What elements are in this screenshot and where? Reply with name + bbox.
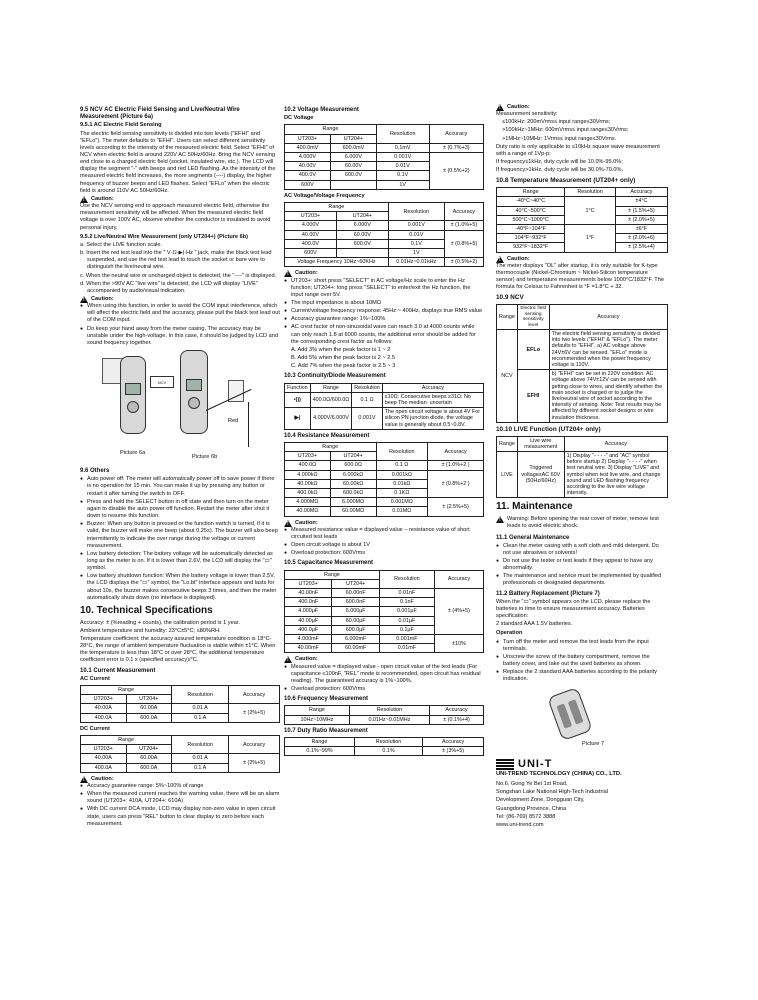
caution-heading: ! Caution: xyxy=(80,196,280,203)
others-bullet: ● Low battery detection: The battery voltage will be automatically detected as long as the meter is on. If it is lower than 2.6V, the LCD will display the "▭" symbol. xyxy=(80,551,280,572)
caution-text: Use the NCV sensing end to approach measured electric field, otherwise the measurement sensitivity will be affected. When the measured electric field voltage is over 100V AC, observe whether the conductor is insulated to avoid personal injury. xyxy=(80,203,271,231)
caution-bullet: ● Overload protection: 600Vrms xyxy=(284,550,484,557)
sensitivity-label: Measurement sensitivity: xyxy=(496,111,558,118)
ncv-indicator: NCV xyxy=(150,376,174,388)
maintenance-warning: ! Warning: Before opening the rear cover of meter, remove test leads to avoid electric shock. xyxy=(496,516,668,531)
section-10-3-title: 10.3 Continuity/Diode Measurement xyxy=(284,373,386,380)
red-lead-label: Red xyxy=(228,418,239,425)
duty-note: Duty ratio is only applicable to ≤10kHz square wave measurement with a range of 1Vp-p: xyxy=(496,143,660,157)
section-11-2-title: 11.2 Battery Replacement (Picture 7) xyxy=(496,590,600,597)
battery-text: When the "▭" symbol appears on the LCD, please replace the batteries in time to ensure measurement accuracy. Batteries specification: xyxy=(496,598,651,620)
battery-spec: 2 standard AAA 1.5V batteries. xyxy=(496,621,573,628)
temperature-caution-text: The meter displays "OL" after startup, it is only suitable for K-type thermocouple (Nickel-Chromium ~ Nickel-Silicon temperature sensor) and temperature measurements below 1000°C/1832°F. The formula for Celsius to Fahrenheit is °F =1.8°C + 32. xyxy=(496,262,664,291)
caution-heading: ! Caution: xyxy=(496,104,668,111)
step-c: c. When the neutral wire or uncharged object is detected, the "----" is displayed. xyxy=(80,272,277,279)
duty-note: If frequency>1kHz, duty cycle will be 30.0%-70.0%. xyxy=(496,167,624,174)
section-10-6-title: 10.6 Frequency Measurement xyxy=(284,696,369,703)
section-10-10-title: 10.10 LIVE Function (UT204+ only) xyxy=(496,425,601,433)
ac-current-table: Range Resolution Accuracy UT203+ UT204+ 40.00A 60.00A 0.01 A ± (2%+5) 400.0A 600.0A 0.1 A xyxy=(80,685,280,723)
brand-logo: UNI-T xyxy=(496,757,668,771)
picture-6b-caption: Picture 6b xyxy=(192,454,218,461)
caution-bullet: ● Accuracy guarantee range: 5%~100% of range xyxy=(80,783,280,790)
section-11-title: 11. Maintenance xyxy=(496,501,573,513)
operation-bullet: ● Unscrew the screw of the battery compartment, remove the battery cover, and take out the used batteries as shown. xyxy=(496,654,668,668)
caution-bullet: ● Open circuit voltage is about 1V xyxy=(284,542,484,549)
frequency-table: Range Resolution Accuracy 10Hz~10MHz 0.01Hz~0.01MHz ± (0.1%+4) xyxy=(284,705,484,724)
section-11-1-title: 11.1 General Maintenance xyxy=(496,534,570,541)
warning-icon xyxy=(284,656,292,663)
section-10-9-title: 10.9 NCV xyxy=(496,294,524,302)
operation-bullet: ● Turn off the meter and remove the test leads from the input terminals. xyxy=(496,639,668,653)
crest-factor-a: A. Add 3% when the peak factor is 1 ~ 2 xyxy=(291,346,391,353)
picture-6-figure xyxy=(80,350,280,465)
address-line: No.6, Gong Ye Bei 1st Road, xyxy=(496,781,568,788)
caution-bullet: ● AC crest factor of non-sinusoidal wave can reach 3.0 at 4000 counts while can only reach 1.8 at 6000 counts, the additional error should be added for the corresponding crest factor as follows: xyxy=(284,324,484,345)
step-d: d. When the >90V AC "live wire" is detected, the LCD will display "LIVE" accompanied by audio/visual indication. xyxy=(80,280,258,294)
picture-7-caption: Picture 7 xyxy=(582,740,605,747)
ac-voltage-table: Range Resolution Accuracy UT203+ UT204+ 4.000V 6.000V 0.001V ± (1.0%+5) 40.00V 60.00V 0.01V ± (0.8%+5) 400.0V 600.0V 0.1V 600V 1V Voltage Frequency 10Hz~60KHz 0.01Hz~0.01kHz ± (0.5%+2) xyxy=(284,202,484,267)
dc-current-table: Range Resolution Accuracy UT203+ UT204+ 40.00A 60.00A 0.01 A ± (2%+5) 400.0A 600.0A 0.1 A xyxy=(80,735,280,773)
picture-7-figure xyxy=(496,687,668,749)
caution-heading: ! Caution: xyxy=(496,256,668,263)
phone: Tel: (86-769) 8572 3888 xyxy=(496,813,556,820)
caution-bullet: ● Measured value = displayed value - open circuit value of the test leads (For capacitance ≤100nF, "REL" mode is recommended, open circuit has residual reading). The guaranteed accuracy is 1%~100%. xyxy=(284,664,484,685)
section-10-5-title: 10.5 Capacitance Measurement xyxy=(284,560,374,567)
caution-heading: ! Caution: xyxy=(284,656,484,663)
dc-voltage-label: DC Voltage xyxy=(284,115,314,122)
dc-voltage-table: Range Resolution Accuracy UT203+ UT204+ 400.0mV 600.0mV 0.1mV ± (0.7%+3) 4.000V 6.000V 0.001V ± (0.5%+2) 40.00V 60.00V 0.01V 400.0V 600.0V 0.1V 600V 1V xyxy=(284,124,484,189)
company-name: UNI-TREND TECHNOLOGY (CHINA) CO., LTD. xyxy=(496,770,622,777)
section-10-4-title: 10.4 Resistance Measurement xyxy=(284,432,370,439)
warning-icon xyxy=(496,516,504,523)
live-table: Range Live wire measurement Accuracy LIVE Triggered voltage≥AC 60V (50Hz/60Hz) 1) Display "- - - -" and "AC" symbol before startup 2) Display "- - - -" when test neutral wire. 3) Display "LIVE" and symbol when test live wire, and change sound and LED flashing frequency according to the live wire voltage intensity. xyxy=(496,436,668,499)
capacitance-table: Range Resolution Accuracy UT203+ UT204+ 40.00nF 60.00nF 0.01nF ± (4%+5) 400.0nF 600.0nF 0.1nF 4.000μF 6.000μF 0.001μF 40.00μF 60.00μF 0.01μF 400.0μF 600.0μF 0.1μF 4.000mF 6.000mF 0.001mF ±10% 40.00mF 60.00mF 0.01mF xyxy=(284,570,484,654)
test-lead-wire xyxy=(248,402,249,447)
column-left xyxy=(80,104,280,829)
temperature-table: Range Resolution Accuracy -40°C~40°C 1°C ±4°C 40°C~500°C ± (1.5%+5) 500°C~1000°C ± (2.0%+5) -40°F~104°F 1°F ±6°F 104°F~932°F ± (2.0%+6) 932°F~1832°F ± (2.5%+4) xyxy=(496,187,668,252)
ncv-table: Range Electric field sensing sensitivity level Accuracy NCV EFLo The electric field sensing sensitivity is divided into two levels ("EFHI" & "EFLo"). The meter defaults to "EFHI". a) AC voltage above 24V±6V can be sensed. "EFLo" mode is recommended when the power frequency voltage is 110V. EFHI b) "EFHI" can be set in 220V condition. AC voltage above 74V±12V can be sensed with getting close to wires, and identify whether the main socket is charged or to judge the live/neutral wire of socket according to the intensity of sensing. Note: Test results may be affected by different socket designs or wire insulation thickness. xyxy=(496,304,668,423)
section-10-title: 10. Technical Specifications xyxy=(80,604,213,616)
battery-compartment xyxy=(547,686,593,740)
others-bullet: ● Buzzer: When any button is pressed or the function switch is turned, if it is valid, the buzzer will make one beep (about 0.25s). The buzzer will also beep intermittently to indicate the over range during the voltage or current measurement. xyxy=(80,521,280,550)
spec-ambient: Ambient temperature and humidity: 23°C±5°C; ≤80%RH. xyxy=(80,627,221,634)
others-bullet: ● Auto power off: The meter will automatically power off to save power if there is no operation for 15 min. You can make it up by pressing any button or restart it after turning the switch to OFF. xyxy=(80,476,280,497)
maintenance-bullet: ● The maintenance and service must be implemented by qualified professionals or designated departments. xyxy=(496,573,668,587)
section-10-8-title: 10.8 Temperature Measurement (UT204+ only) xyxy=(496,177,636,185)
caution-bullet: ● When using this function, in order to avoid the COM input interference, which will affect the electric field and the accuracy, please pull the black test lead out of the COM input. xyxy=(80,303,280,324)
caution-heading: ! Caution: xyxy=(284,270,484,277)
continuity-icon: •))) xyxy=(285,392,311,407)
spec-temp-coefficient: Temperature coefficient: the accuracy assured temperature condition is 18°C-28°C, the range of ambient temperature fluctuation is stable within ±1°C. When the temperature is less than 18°C or over 28°C, the additional temperature coefficient error is 0.1 x (specified accuracy)/°C. xyxy=(80,636,276,664)
caution-heading: ! Caution: xyxy=(284,520,484,527)
crest-factor-b: B. Add 5% when the peak factor is 2 ~ 2.5 xyxy=(291,355,396,362)
section-10-1-title: 10.1 Current Measurement xyxy=(80,667,156,674)
dc-current-label: DC Current xyxy=(80,725,110,732)
maintenance-bullet: ● Do not use the tester or test leads if they appear to have any abnormality. xyxy=(496,558,668,572)
warning-icon xyxy=(80,776,88,783)
address-line: Songshan Lake National High-Tech Industrial xyxy=(496,789,608,796)
step-a: a. Select the LIVE function scale. xyxy=(80,241,163,248)
section-9-6-title: 9.6 Others xyxy=(80,468,110,475)
caution-bullet: ● Do keep your hand away from the meter casing. The accuracy may be unstable under the high-voltage. In this case, it should be judged by LCD and sound frequency together. xyxy=(80,326,280,347)
warning-icon xyxy=(80,296,88,303)
sensitivity-line: >100kHz~1MHz: 600mVrms≤ input range≤30Vrms; xyxy=(502,127,629,134)
caution-bullet: ● The input impedance is about 10MΩ xyxy=(284,300,484,307)
address-line: Development Zone, Dongguan City, xyxy=(496,797,585,804)
caution-bullet: ● When the measured current reaches the warning value, there will be an alarm sound (UT203+: 410A, UT204+: 610A) xyxy=(80,791,280,805)
diode-icon: ▶| xyxy=(285,408,311,430)
others-bullet: ● Press and hold the SELECT button in off state and then turn on the meter again to disable the auto power off function. Restart the meter after shut it down to resume this function. xyxy=(80,499,280,520)
sensitivity-line: >1MHz~10MHz: 1Vrms≤ input range≤30Vrms. xyxy=(502,135,617,142)
continuity-diode-table: Function Range Resolution Accuracy •))) 400.0Ω/600.0Ω 0.1 Ω ≤10Ω: Consecutive beeps ≥31Ω: No beep The median: uncertain ▶| 4.000V/6.000V 0.001V The open circuit voltage is about 4V For silicon PN junction diode, the voltage value is generally about 0.5~0.8V. xyxy=(284,383,484,430)
warning-icon xyxy=(80,196,88,203)
caution-bullet: ● Accuracy guarantee range: 1%~100% xyxy=(284,316,484,323)
duty-ratio-table: Range Resolution Accuracy 0.1%~99% 0.1% ± (3%+5) xyxy=(284,737,484,756)
sensitivity-line: ≤100kHz: 200mVrms≤ input range≤30Vrms; xyxy=(502,119,611,126)
step-b: b. Insert the red test lead into the " V·Ω·▶|·Hz " jack, make the black test lead suspended, and use the red test lead to touch the socket or bare wire to distinguish the live/neutral wire. xyxy=(80,250,272,271)
column-right xyxy=(496,104,668,830)
warning-icon xyxy=(496,104,504,111)
warning-icon xyxy=(284,520,292,527)
clamp-meter-6a xyxy=(120,356,146,434)
ac-current-label: AC Current xyxy=(80,675,110,682)
operation-title: Operation xyxy=(496,630,523,637)
caution-bullet: ● With DC current DCA mode, LCD may display non-zero value in open circuit state, users can press "REL" button to clear display to zero before each measurement. xyxy=(80,806,280,827)
section-10-2-title: 10.2 Voltage Measurement xyxy=(284,107,359,113)
caution-bullet: ● Current/voltage frequency response: 45Hz ~ 400Hz, displays true RMS value xyxy=(284,308,484,315)
ac-voltage-label: AC Voltage/Voltage Frequency xyxy=(284,192,365,199)
section-9-5-1-text: The electric field sensing sensitivity is divided into two levels ("EFHI" and "EFLo"). The meter defaults to "EFHI". Users can select different sensitivity levels according to the intensity of the measured electric field. Select "EFHI" of NCV when electric field is around 220V AC 50Hz/60Hz. Bring the NCV sensing end close to a charged electric field (socket, insulated wire, etc.). The LCD will display the segment "-" with beeps and red LED flashing. As the intensity of the measured electric field increases, the more segments (----) display, the higher frequency of buzzer beeps and LED flashes. Select "EFLo" when the electric field is around 110V AC 50Hz/60Hz. xyxy=(80,130,276,194)
website: www.uni-trend.com xyxy=(496,821,544,828)
warning-icon xyxy=(284,270,292,277)
resistance-table: Range Resolution Accuracy UT203+ UT204+ 400.0Ω 600.0Ω 0.1 Ω ± (1.0%+2 ) 4.000kΩ 6.000kΩ 0.001kΩ ± (0.8%+2 ) 40.00kΩ 60.00kΩ 0.01kΩ 400.0kΩ 600.0kΩ 0.1KΩ 4.000MΩ 6.000MΩ 0.001MΩ ± (2.5%+5) 40.00MΩ 60.00MΩ 0.01MΩ xyxy=(284,442,484,517)
caution-heading: ! Caution: xyxy=(80,776,280,783)
section-9-5-1-title: 9.5.1 AC Electric Field Sensing xyxy=(80,122,162,129)
section-10-7-title: 10.7 Duty Ratio Measurement xyxy=(284,727,368,734)
crest-factor-c: C. Add 7% when the peak factor is 2.5 ~ 3 xyxy=(291,363,396,370)
warning-icon xyxy=(496,256,504,263)
caution-bullet: ● Overload protection: 600Vrms xyxy=(284,686,484,693)
others-bullet: ● Low battery shutdown function: When the battery voltage is lower than 2.5V, the LCD displays the "▭" symbol, the "Lo.bt" interface appears and lasts for about 10s, the buzzer makes consecutive beeps 3 times, and then the meter automatically shuts down (no interface is displayed). xyxy=(80,573,280,602)
section-9-5-2-title: 9.5.2 Live/Neutral Wire Measurement (only UT204+) (Picture 6b) xyxy=(80,233,248,240)
clamp-meter-6b xyxy=(180,350,208,434)
column-middle xyxy=(284,104,484,759)
duty-note: If frequency≤1kHz, duty cycle will be 10.0%-95.0%; xyxy=(496,159,623,166)
caution-bullet: ● Measured resistance value = displayed value – resistance value of short circuited test leads xyxy=(284,527,484,541)
picture-6a-caption: Picture 6a xyxy=(120,450,146,457)
caution-heading: ! Caution: xyxy=(80,296,280,303)
address-line: Guangdong Province, China xyxy=(496,805,567,812)
section-9-5-title: 9.5 NCV AC Electric Field Sensing and Live/Neutral Wire Measurement (Picture 6a) xyxy=(80,107,240,121)
operation-bullet: ● Replace the 2 standard AAA batteries according to the polarity indication. xyxy=(496,669,668,683)
maintenance-bullet: ● Clean the meter casing with a soft cloth and mild detergent. Do not use abrasives or solvents! xyxy=(496,543,668,557)
caution-bullet: ● UT203+: short press "SELECT" in AC voltage/Hz scale to enter the Hz function; UT204+: long press "SELECT" to enter/exit the Hz function, the input range over 5V. xyxy=(284,278,484,299)
uni-t-logo-icon xyxy=(496,758,514,770)
spec-accuracy: Accuracy: ± (%reading + counts), the calibration period is 1 year. xyxy=(80,619,240,626)
